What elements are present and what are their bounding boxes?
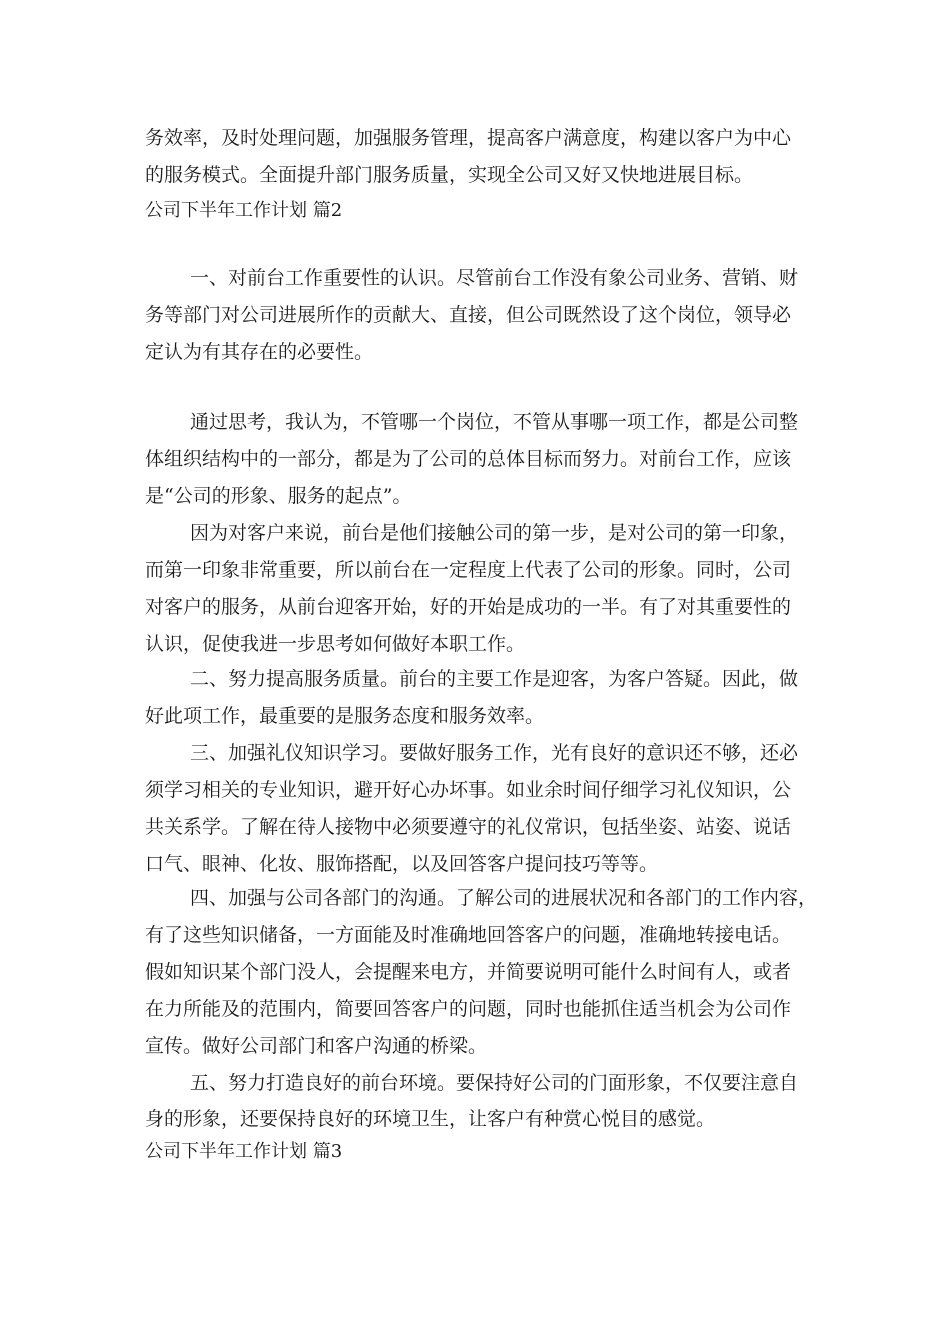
body-text-line: 是“公司的形象、服务的起点”。: [145, 485, 412, 507]
body-text-line: 认识，促使我进一步思考如何做好本职工作。: [145, 633, 526, 655]
body-text-line: 二、努力提高服务质量。前台的主要工作是迎客，为客户答疑。因此，做: [190, 668, 799, 690]
body-text-line: 好此项工作，最重要的是服务态度和服务效率。: [145, 705, 545, 727]
body-text-line: 五、努力打造良好的前台环境。要保持好公司的门面形象，不仅要注意自: [190, 1072, 799, 1094]
body-text-line: 而第一印象非常重要，所以前台在一定程度上代表了公司的形象。同时，公司: [145, 559, 792, 581]
section-heading: 公司下半年工作计划 篇2: [145, 200, 343, 221]
body-text-line: 三、加强礼仪知识学习。要做好服务工作，光有良好的意识还不够，还必: [190, 742, 799, 764]
body-text-line: 对客户的服务，从前台迎客开始，好的开始是成功的一半。有了对其重要性的: [145, 596, 792, 618]
body-text-line: 通过思考，我认为，不管哪一个岗位，不管从事哪一项工作，都是公司整: [190, 411, 799, 433]
section-heading: 公司下半年工作计划 篇3: [145, 1141, 343, 1162]
body-text-line: 的服务模式。全面提升部门服务质量，实现全公司又好又快地进展目标。: [145, 164, 754, 186]
body-text-line: 一、对前台工作重要性的认识。尽管前台工作没有象公司业务、营销、财: [190, 267, 799, 289]
body-text-line: 有了这些知识储备，一方面能及时准确地回答客户的问题，准确地转接电话。: [145, 924, 792, 946]
body-text-line: 四、加强与公司各部门的沟通。了解公司的进展状况和各部门的工作内容，: [190, 887, 818, 909]
body-text-line: 务效率，及时处理问题，加强服务管理，提高客户满意度，构建以客户为中心: [145, 127, 792, 149]
body-text-line: 须学习相关的专业知识，避开好心办坏事。如业余时间仔细学习礼仪知识，公: [145, 779, 792, 801]
body-text-line: 宣传。做好公司部门和客户沟通的桥梁。: [145, 1035, 488, 1057]
body-text-line: 体组织结构中的一部分，都是为了公司的总体目标而努力。对前台工作，应该: [145, 448, 792, 470]
body-text-line: 在力所能及的范围内，简要回答客户的问题，同时也能抓住适当机会为公司作: [145, 998, 792, 1020]
body-text-line: 身的形象，还要保持良好的环境卫生，让客户有种赏心悦目的感觉。: [145, 1108, 716, 1130]
body-text-line: 务等部门对公司进展所作的贡献大、直接，但公司既然设了这个岗位，领导必: [145, 304, 792, 326]
body-text-line: 共关系学。了解在待人接物中必须要遵守的礼仪常识，包括坐姿、站姿、说话: [145, 816, 792, 838]
body-text-line: 假如知识某个部门没人，会提醒来电方，并简要说明可能什么时间有人，或者: [145, 961, 792, 983]
body-text-line: 定认为有其存在的必要性。: [145, 341, 374, 363]
body-text-line: 因为对客户来说，前台是他们接触公司的第一步，是对公司的第一印象，: [190, 522, 799, 544]
body-text-line: 口气、眼神、化妆、服饰搭配，以及回答客户提问技巧等等。: [145, 853, 659, 875]
